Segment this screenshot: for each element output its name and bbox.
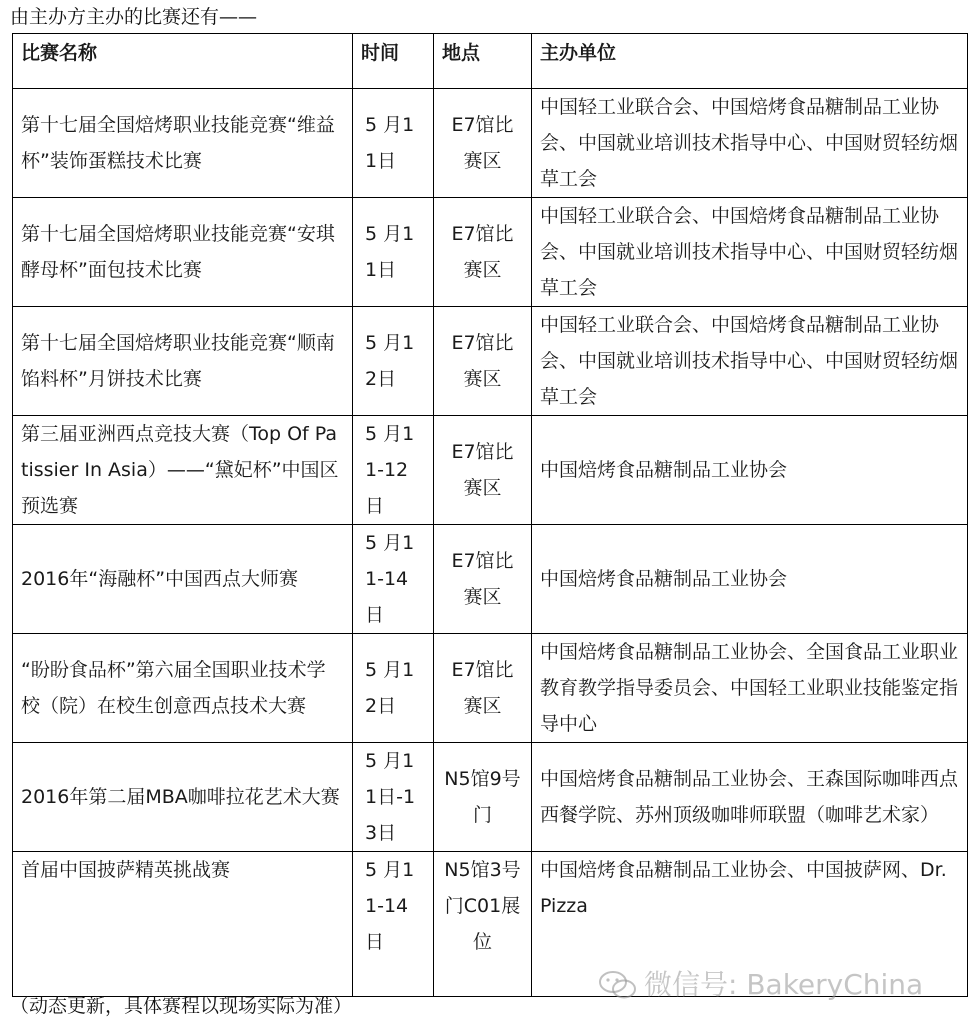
- cell-place: N5馆3号门C01展位: [434, 852, 532, 997]
- watermark-text: 微信号: BakeryChina: [644, 968, 924, 1001]
- table-row: [13, 743, 968, 852]
- table-row: [13, 525, 968, 634]
- header-time: 时间: [353, 34, 434, 89]
- watermark: [598, 968, 923, 1002]
- header-organizer: 主办单位: [532, 34, 968, 89]
- intro-text: 由主办方主办的比赛还有——: [10, 6, 258, 28]
- table-row: [13, 634, 968, 743]
- cell-place: E7馆比赛区: [434, 89, 532, 198]
- table-row: [13, 307, 968, 416]
- table-row: [13, 198, 968, 307]
- cell-name: 2016年“海融杯”中国西点大师赛: [13, 525, 353, 634]
- header-place: 地点: [434, 34, 532, 89]
- cell-time: 5 月11日-13日: [353, 743, 434, 852]
- cell-name: 首届中国披萨精英挑战赛: [13, 852, 353, 997]
- cell-name: 2016年第二届MBA咖啡拉花艺术大赛: [13, 743, 353, 852]
- cell-place: E7馆比赛区: [434, 634, 532, 743]
- cell-name: 第三届亚洲西点竞技大赛（Top Of Patissier In Asia）——“黛妃杯”中国区预选赛: [13, 416, 353, 525]
- cell-place: E7馆比赛区: [434, 307, 532, 416]
- header-name: 比赛名称: [13, 34, 353, 89]
- cell-place: N5馆9号门: [434, 743, 532, 852]
- cell-organizer: 中国焙烤食品糖制品工业协会: [532, 525, 968, 634]
- cell-organizer: 中国轻工业联合会、中国焙烤食品糖制品工业协会、中国就业培训技术指导中心、中国财贸轻纺烟草工会: [532, 307, 968, 416]
- cell-time: 5 月11-14日: [353, 525, 434, 634]
- cell-organizer: 中国轻工业联合会、中国焙烤食品糖制品工业协会、中国就业培训技术指导中心、中国财贸轻纺烟草工会: [532, 198, 968, 307]
- cell-place: E7馆比赛区: [434, 525, 532, 634]
- cell-name: 第十七届全国焙烤职业技能竞赛“维益杯”装饰蛋糕技术比赛: [13, 89, 353, 198]
- footnote: （动态更新，具体赛程以现场实际为准）: [10, 995, 353, 1017]
- table-row: [13, 416, 968, 525]
- table-row: [13, 89, 968, 198]
- cell-name: 第十七届全国焙烤职业技能竞赛“安琪酵母杯”面包技术比赛: [13, 198, 353, 307]
- cell-place: E7馆比赛区: [434, 416, 532, 525]
- cell-time: 5 月12日: [353, 634, 434, 743]
- wechat-icon: [598, 969, 638, 1001]
- table-header-row: [13, 34, 968, 89]
- cell-place: E7馆比赛区: [434, 198, 532, 307]
- cell-name: “盼盼食品杯”第六届全国职业技术学校（院）在校生创意西点技术大赛: [13, 634, 353, 743]
- cell-organizer: 中国焙烤食品糖制品工业协会、全国食品工业职业教育教学指导委员会、中国轻工业职业技能鉴定指导中心: [532, 634, 968, 743]
- cell-time: 5 月11-14日: [353, 852, 434, 997]
- cell-name: 第十七届全国焙烤职业技能竞赛“顺南馅料杯”月饼技术比赛: [13, 307, 353, 416]
- cell-organizer: 中国焙烤食品糖制品工业协会、王森国际咖啡西点西餐学院、苏州顶级咖啡师联盟（咖啡艺术家）: [532, 743, 968, 852]
- cell-organizer: 中国焙烤食品糖制品工业协会: [532, 416, 968, 525]
- cell-organizer: 中国轻工业联合会、中国焙烤食品糖制品工业协会、中国就业培训技术指导中心、中国财贸轻纺烟草工会: [532, 89, 968, 198]
- competition-table: [12, 33, 968, 997]
- cell-time: 5 月11日: [353, 89, 434, 198]
- cell-time: 5 月11-12日: [353, 416, 434, 525]
- cell-time: 5 月11日: [353, 198, 434, 307]
- cell-time: 5 月12日: [353, 307, 434, 416]
- cell-organizer: 中国焙烤食品糖制品工业协会、中国披萨网、Dr. Pizza: [532, 852, 968, 997]
